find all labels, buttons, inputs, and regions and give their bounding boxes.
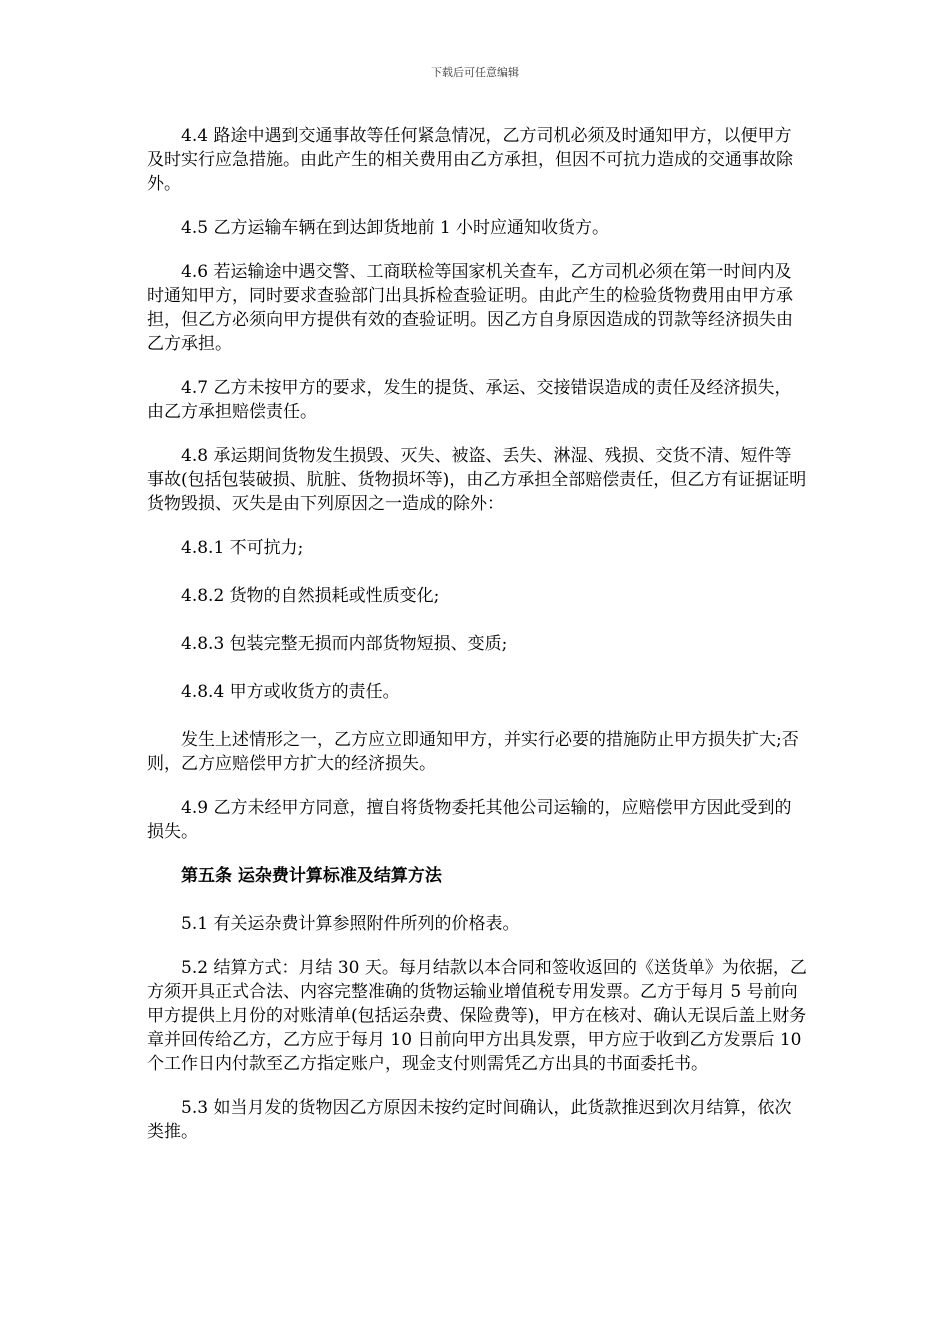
page-header-note: 下载后可任意编辑 <box>431 66 519 79</box>
clause-5-1: 5.1 有关运杂费计算参照附件所列的价格表。 <box>181 914 520 934</box>
clause-5-3: 5.3 如当月发的货物因乙方原因未按约定时间确认，此货款推迟到次月结算，依次类推。 <box>147 1098 792 1142</box>
clause-4-8-4: 4.8.4 甲方或收货方的责任。 <box>181 682 400 702</box>
clause-4-8-1: 4.8.1 不可抗力; <box>181 538 304 558</box>
clause-4-8-2: 4.8.2 货物的自然损耗或性质变化; <box>181 586 440 606</box>
clause-5-2: 5.2 结算方式：月结 30 天。每月结款以本合同和签收返回的《送货单》为依据，乙方须开具正式合法、内容完整准确的货物运输业增值税专用发票。乙方于每月 5 号前向甲方提供上月份的对账清单(包括运杂费、保险费等)，甲方在核对、确认无误后盖上财务章并回传给乙方，乙方应于每月 10 日前向甲方出具发票，甲方应于收到乙方发票后 10 个工作日内付款至乙方指定账户，现金支付则需凭乙方出具的书面委托书。 <box>147 958 807 1074</box>
article-5-heading: 第五条 运杂费计算标准及结算方法 <box>181 866 442 886</box>
clause-4-9: 4.9 乙方未经甲方同意，擅自将货物委托其他公司运输的，应赔偿甲方因此受到的损失。 <box>147 798 792 842</box>
clause-4-8: 4.8 承运期间货物发生损毁、灭失、被盗、丢失、淋湿、残损、交货不清、短件等事故(包括包装破损、肮脏、货物损坏等)，由乙方承担全部赔偿责任，但乙方有证据证明货物毁损、灭失是由下列原因之一造成的除外： <box>147 446 807 514</box>
clause-4-6: 4.6 若运输途中遇交警、工商联检等国家机关查车，乙方司机必须在第一时间内及时通知甲方，同时要求查验部门出具拆检查验证明。由此产生的检验货物费用由甲方承担，但乙方必须向甲方提供有效的查验证明。因乙方自身原因造成的罚款等经济损失由乙方承担。 <box>147 262 793 354</box>
clause-4-8-consequence: 发生上述情形之一，乙方应立即通知甲方，并实行必要的措施防止甲方损失扩大;否则，乙方应赔偿甲方扩大的经济损失。 <box>147 730 799 774</box>
document-body <box>147 124 807 1164</box>
clause-4-5: 4.5 乙方运输车辆在到达卸货地前 1 小时应通知收货方。 <box>181 218 610 238</box>
clause-4-8-3: 4.8.3 包装完整无损而内部货物短损、变质; <box>181 634 508 654</box>
clause-4-4: 4.4 路途中遇到交通事故等任何紧急情况，乙方司机必须及时通知甲方，以便甲方及时实行应急措施。由此产生的相关费用由乙方承担，但因不可抗力造成的交通事故除外。 <box>147 126 793 194</box>
clause-4-7: 4.7 乙方未按甲方的要求，发生的提货、承运、交接错误造成的责任及经济损失，由乙方承担赔偿责任。 <box>147 378 792 422</box>
